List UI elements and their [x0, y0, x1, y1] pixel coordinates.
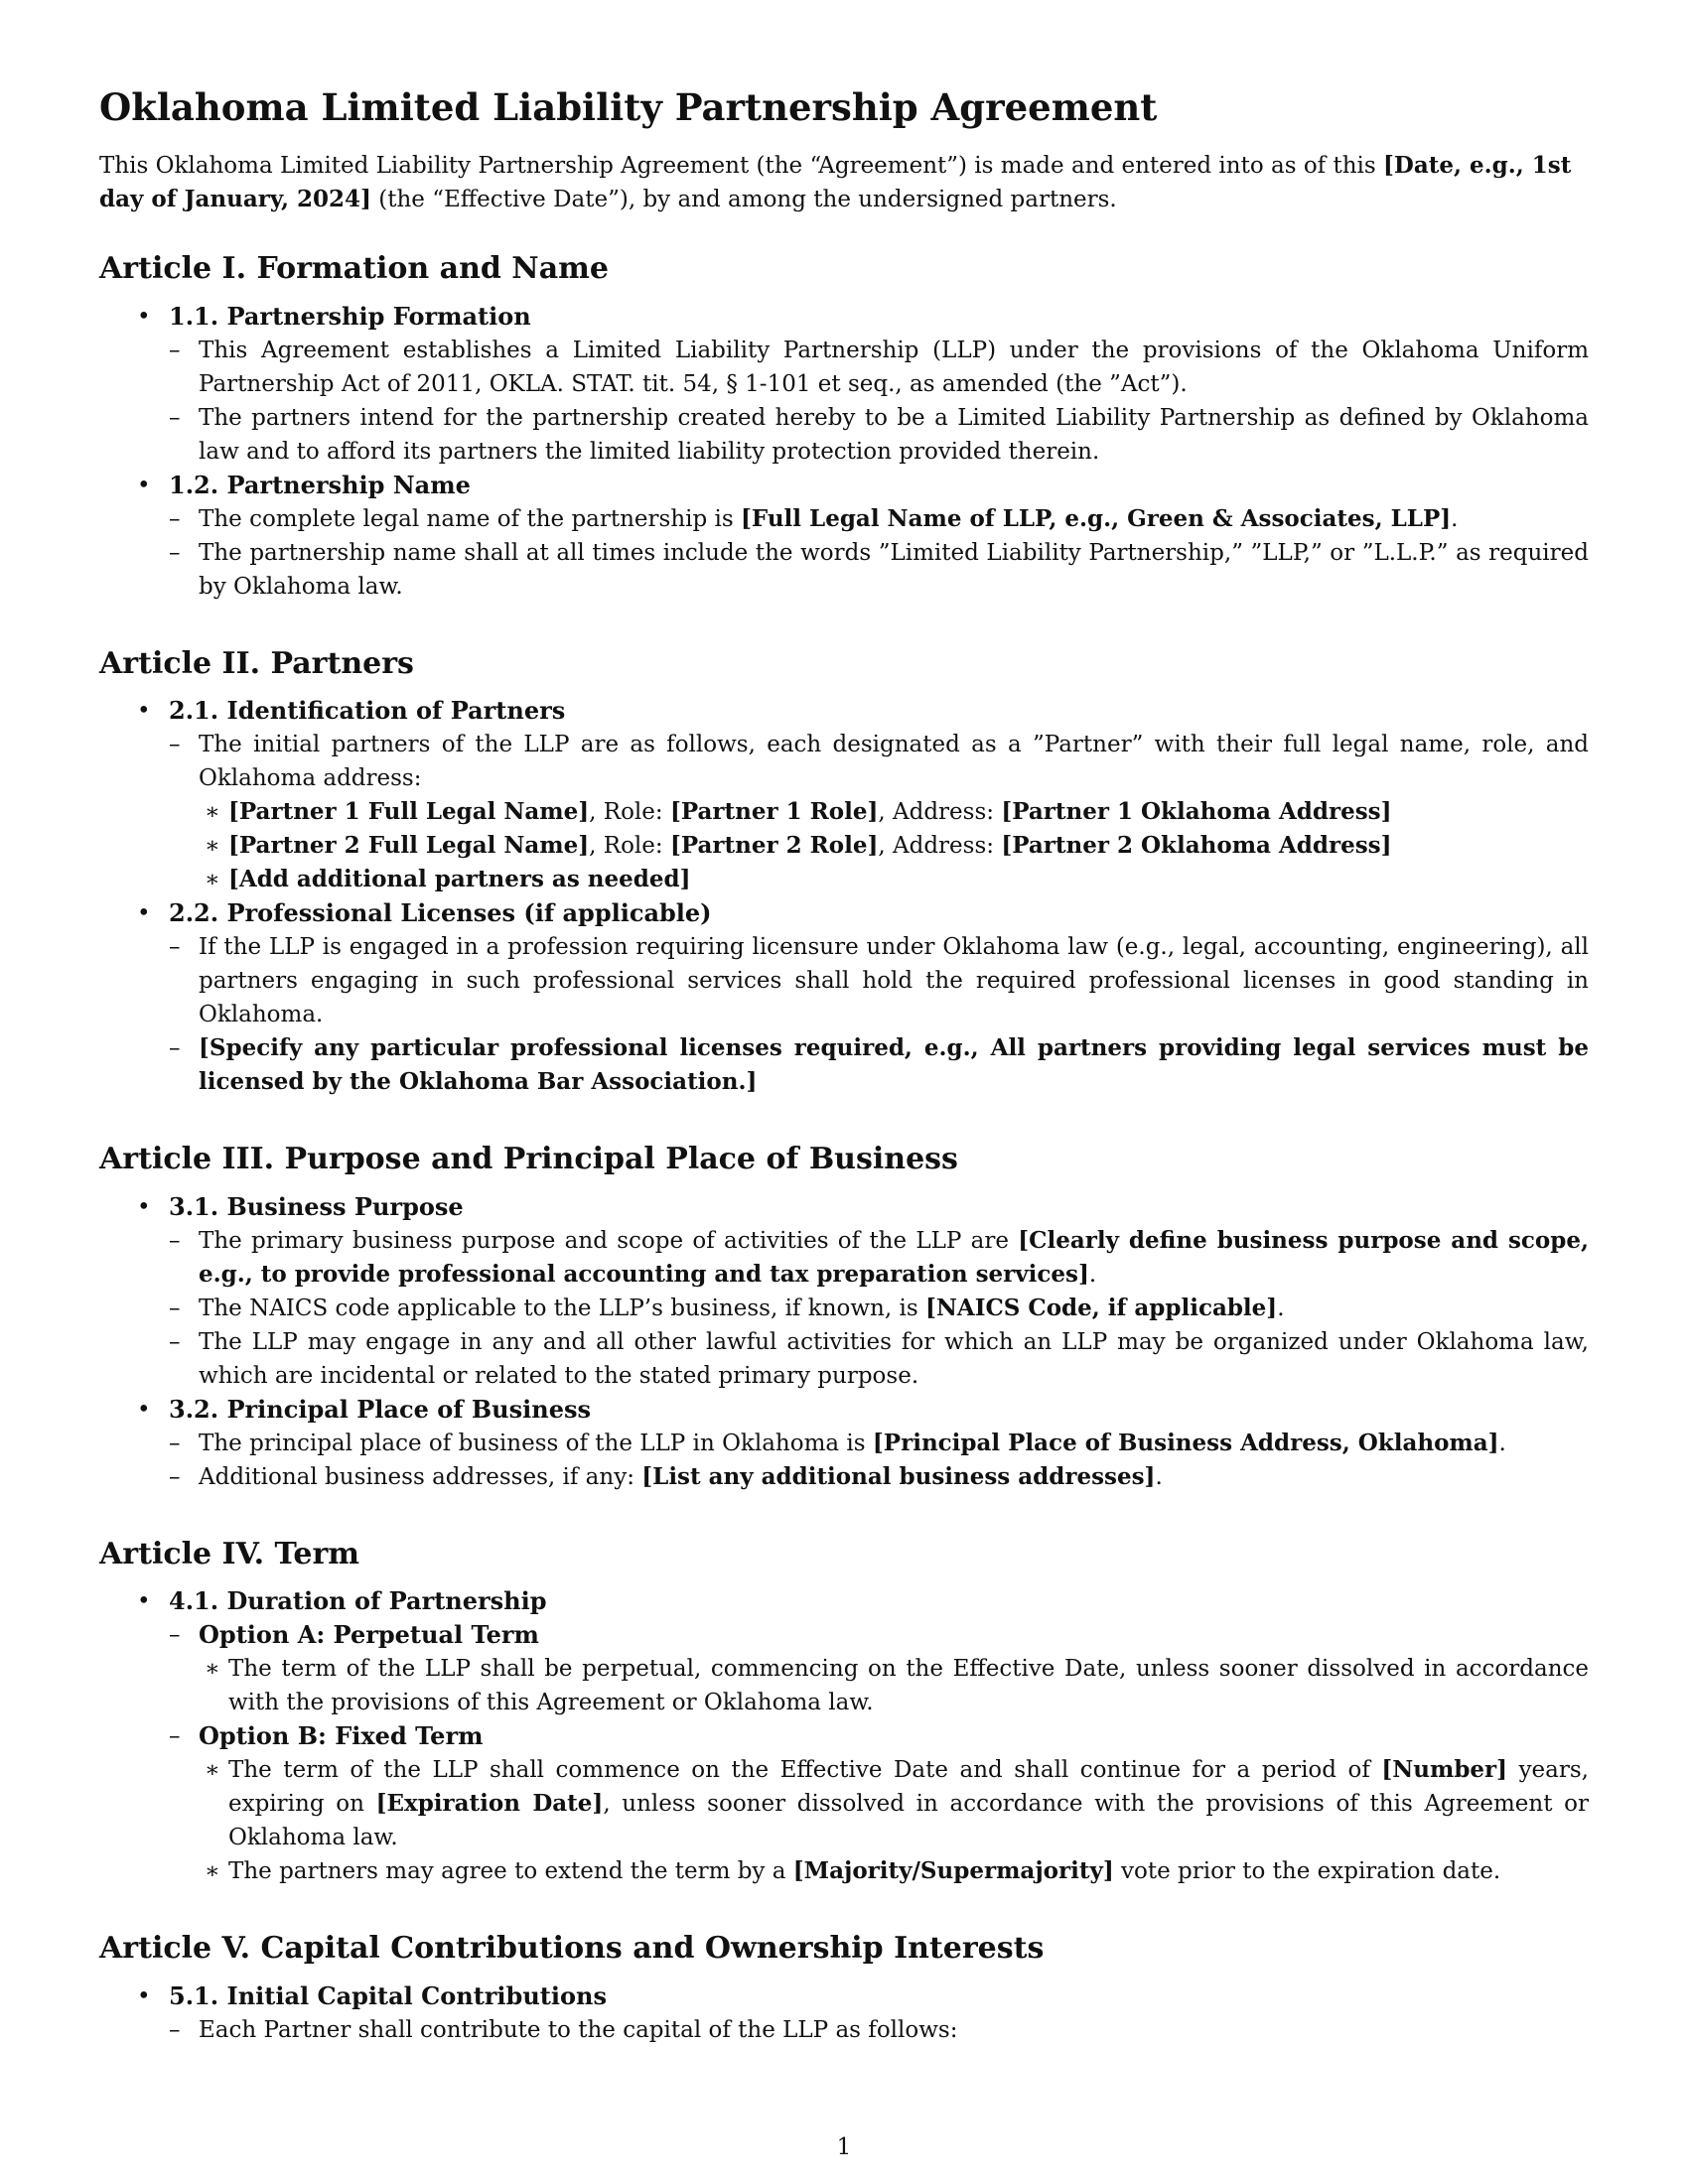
section-1-2	[99, 469, 1589, 604]
article-heading: Article V. Capital Contributions and Ownership Interests	[99, 1931, 1045, 1967]
partner-list	[199, 795, 1589, 896]
option-a	[169, 1618, 1589, 1719]
article-sections	[99, 694, 1589, 1099]
article-2	[99, 645, 1589, 1100]
section-title: • 4.1. Duration of Partnership	[169, 1586, 547, 1616]
clause: – The NAICS code applicable to the LLP’s business, if known, is [NAICS Code, if applicable].	[169, 1292, 1589, 1325]
section-3-1	[99, 1190, 1589, 1393]
article-heading: Article IV. Term	[99, 1536, 360, 1571]
clause: ∗ The partners may agree to extend the term by a [Majority/Supermajority] vote prior to the expiration date.	[199, 1854, 1589, 1888]
article-heading: Article III. Purpose and Principal Place of Business	[99, 1142, 958, 1177]
clause: – The principal place of business of the LLP in Oklahoma is [Principal Place of Business Address, Oklahoma].	[169, 1427, 1589, 1460]
partner-entry: ∗ [Partner 1 Full Legal Name], Role: [Partner 1 Role], Address: [Partner 1 Oklahoma Address]	[199, 795, 1589, 829]
section-title: • 1.2. Partnership Name	[169, 470, 471, 499]
option-title: – Option A: Perpetual Term	[199, 1620, 539, 1650]
article-1	[99, 250, 1589, 604]
article-heading: Article II. Partners	[99, 645, 414, 681]
clause: – Each Partner shall contribute to the capital of the LLP as follows:	[169, 2013, 1589, 2047]
article-sections	[99, 300, 1589, 604]
intro-paragraph: This Oklahoma Limited Liability Partnership Agreement (the “Agreement”) is made and entered into as of this [Date, e.g., 1st day of January, 2024] (the “Effective Date”), by and among the undersigned partners.	[99, 152, 1572, 213]
section-title: • 5.1. Initial Capital Contributions	[169, 1980, 607, 2010]
section-5-1	[99, 1979, 1589, 2047]
clause: – The primary business purpose and scope of activities of the LLP are [Clearly define business purpose and scope, e.g., to provide professional accounting and tax preparation services].	[169, 1224, 1589, 1292]
address-placeholder: [Principal Place of Business Address, Oklahoma]	[872, 1429, 1499, 1456]
partner-entry: ∗ [Add additional partners as needed]	[199, 863, 1589, 896]
section-title: • 1.1. Partnership Formation	[169, 301, 531, 331]
article-sections	[99, 1584, 1589, 1888]
effective-date-placeholder: [Date, e.g., 1st day of January, 2024]	[99, 152, 1572, 213]
section-title: • 2.2. Professional Licenses (if applicable)	[169, 898, 712, 928]
article-5	[99, 1930, 1589, 2047]
page-number: 1	[836, 2134, 852, 2160]
option-title: – Option B: Fixed Term	[199, 1721, 484, 1751]
clause: ∗ The term of the LLP shall be perpetual, commencing on the Effective Date, unless sooner dissolved in accordance with the provisions of this Agreement or Oklahoma law.	[199, 1652, 1589, 1719]
section-2-2	[99, 896, 1589, 1099]
llp-name-placeholder: [Full Legal Name of LLP, e.g., Green & Associates, LLP]	[741, 504, 1452, 532]
additional-address-placeholder: [List any additional business addresses]	[641, 1462, 1156, 1490]
section-4-1	[99, 1584, 1589, 1888]
article-sections	[99, 1979, 1589, 2047]
document-page	[99, 85, 1589, 2089]
article-heading: Article I. Formation and Name	[99, 251, 609, 287]
clause: – The partnership name shall at all times include the words ”Limited Liability Partnership,” ”LLP,” or ”L.L.P.” as required by Oklahoma law.	[169, 536, 1589, 604]
clause	[169, 1031, 1589, 1099]
article-sections	[99, 1190, 1589, 1494]
document-title: Oklahoma Limited Liability Partnership Agreement	[99, 85, 1158, 129]
clause: – This Agreement establishes a Limited Liability Partnership (LLP) under the provisions of the Oklahoma Uniform Partnership Act of 2011, OKLA. STAT. tit. 54, § 1-101 et seq., as amended (the ”Act”).	[169, 334, 1589, 401]
clause: ∗ The term of the LLP shall commence on the Effective Date and shall continue for a period of [Number] years, expiring on [Expiration Date], unless sooner dissolved in accordance with the provisions of this Agreement or Oklahoma law.	[199, 1753, 1589, 1854]
option-b	[169, 1719, 1589, 1888]
clause: – If the LLP is engaged in a profession requiring licensure under Oklahoma law (e.g., legal, accounting, engineering), all partners engaging in such professional services shall hold the required professional licenses in good standing in Oklahoma.	[169, 930, 1589, 1031]
naics-placeholder: [NAICS Code, if applicable]	[924, 1294, 1278, 1321]
clause: – The LLP may engage in any and all other lawful activities for which an LLP may be organized under Oklahoma law, which are incidental or related to the stated primary purpose.	[169, 1325, 1589, 1393]
clause: – The initial partners of the LLP are as follows, each designated as a ”Partner” with their full legal name, role, and Oklahoma address: ∗ [Partner 1 Full Legal Name], Role: [Partner 1 Role], Address: [Partner 1 Oklahoma Address] ∗ [Partner 2 Full Legal Name], Role: [Partner 2 Role], Address: [Partner 2 Oklahoma Address] ∗ [Add additional partners as needed]	[169, 728, 1589, 896]
article-3	[99, 1141, 1589, 1494]
article-4	[99, 1536, 1589, 1889]
section-title: • 3.2. Principal Place of Business	[169, 1394, 592, 1424]
section-3-2	[99, 1393, 1589, 1494]
section-title: • 2.1. Identification of Partners	[169, 696, 566, 726]
section-1-1	[99, 300, 1589, 469]
partner-entry: ∗ [Partner 2 Full Legal Name], Role: [Partner 2 Role], Address: [Partner 2 Oklahoma Address]	[199, 829, 1589, 863]
purpose-placeholder: [Clearly define business purpose and scope, e.g., to provide professional accounting and tax preparation services]	[199, 1226, 1589, 1288]
clause: – The complete legal name of the partnership is [Full Legal Name of LLP, e.g., Green & Associates, LLP].	[169, 502, 1589, 536]
licenses-placeholder: [Specify any particular professional licenses required, e.g., All partners providing legal services must be licensed by the Oklahoma Bar Association.]	[199, 1034, 1589, 1096]
section-title: • 3.1. Business Purpose	[169, 1191, 464, 1221]
clause: – The partners intend for the partnership created hereby to be a Limited Liability Partnership as defined by Oklahoma law and to afford its partners the limited liability protection provided therein.	[169, 401, 1589, 469]
clause: – Additional business addresses, if any: [List any additional business addresses].	[169, 1460, 1589, 1494]
section-2-1	[99, 694, 1589, 896]
